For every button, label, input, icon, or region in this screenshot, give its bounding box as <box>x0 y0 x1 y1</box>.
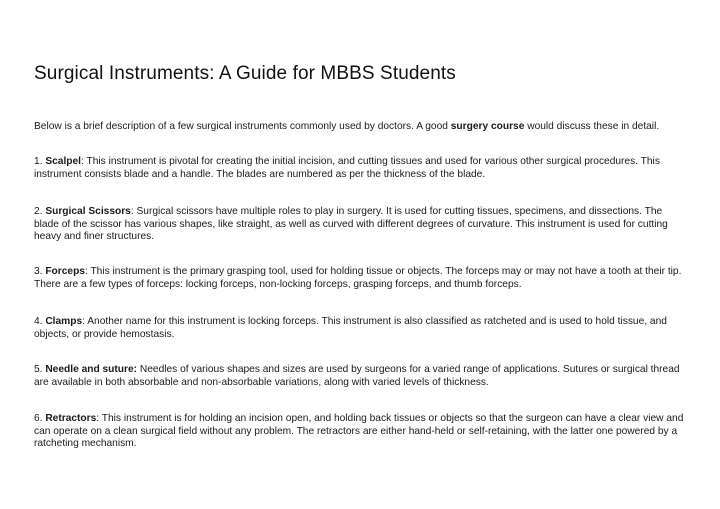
intro-paragraph <box>34 121 689 134</box>
item-surgical-scissors <box>34 206 689 244</box>
item-description: : This instrument is pivotal for creating the initial incision, and cutting tissues and used for various other surgical procedures. This instrument consists blade and a handle. The blades are numbered as per the thickness of the blade. <box>34 156 660 180</box>
item-term: Forceps <box>45 266 85 277</box>
item-term: Needle and suture: <box>45 364 138 375</box>
item-number: 6. <box>34 413 46 424</box>
item-number: 5. <box>34 364 46 375</box>
item-forceps <box>34 266 689 291</box>
item-description: Needles of various shapes and sizes are used by surgeons for a varied range of applications. Sutures or surgical thread are available in both absorbable and non-absorbable variations, along with varied levels of thickness. <box>34 364 680 388</box>
item-term: Retractors <box>45 413 97 424</box>
item-term: Surgical Scissors <box>45 206 131 217</box>
item-term: Scalpel <box>45 156 82 167</box>
intro-text: Below is a brief description of a few surgical instruments commonly used by doctors. A good <box>34 121 451 132</box>
surgery-course-link[interactable]: surgery course <box>450 121 525 132</box>
item-needle-and-suture <box>34 364 689 389</box>
item-number: 3. <box>34 266 46 277</box>
item-retractors <box>34 413 689 451</box>
item-scalpel <box>34 156 689 181</box>
item-description: : Another name for this instrument is locking forceps. This instrument is also classified as ratcheted and is used to hold tissue, and objects, or provide hemostasis. <box>34 316 667 340</box>
item-description: : This instrument is the primary grasping tool, used for holding tissue or objects. The forceps may or may not have a tooth at their tip. There are a few types of forceps: locking forceps, non-locking forceps, grasping forceps, and thumb forceps. <box>34 266 682 290</box>
item-term: Clamps <box>45 316 83 327</box>
item-clamps <box>34 316 689 341</box>
intro-text-end: would discuss these in detail. <box>524 121 660 132</box>
item-description: : Surgical scissors have multiple roles to play in surgery. It is used for cutting tissues, specimens, and dissections. The blade of the scissor has various shapes, like straight, as well as curved with different degrees of curvature. This instrument is used for cutting heavy and finer structures. <box>34 206 668 243</box>
page-title: Surgical Instruments: A Guide for MBBS Students <box>34 63 456 84</box>
item-description: : This instrument is for holding an incision open, and holding back tissues or objects so that the surgeon can have a clear view and can operate on a clean surgical field without any problem. The retractors are either hand-held or self-retaining, with the latter one powered by a ratcheting mechanism. <box>34 413 684 450</box>
item-number: 2. <box>34 206 46 217</box>
item-number: 1. <box>34 156 46 167</box>
item-number: 4. <box>34 316 46 327</box>
